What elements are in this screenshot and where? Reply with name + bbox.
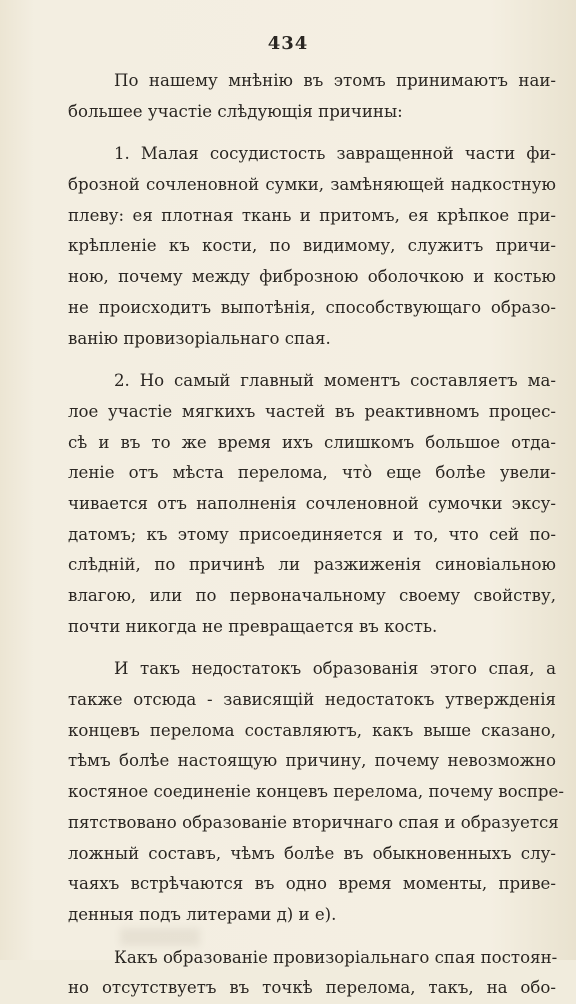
bleed-through-shadow (120, 928, 200, 946)
paragraph-4 (68, 654, 564, 930)
text-line: леніе отъ мѣста перелома, что̀ еще болѣе увели- (68, 463, 556, 483)
body-text (68, 66, 564, 1004)
text-line: По нашему мнѣнію въ этомъ принимаютъ наи- (114, 71, 556, 90)
text-line: концевъ перелома составляютъ, какъ выше сказано, (68, 720, 556, 740)
text-line: датомъ; къ этому присоединяется и то, что сей по- (68, 524, 556, 544)
text-line: ванію провизоріальнаго спая. (68, 328, 331, 348)
text-line: Какъ образованіе провизоріальнаго спая постоян- (114, 947, 558, 967)
text-line: лое участіе мягкихъ частей въ реактивномъ процес- (68, 401, 556, 421)
text-line: денныя подъ литерами д) и е). (68, 904, 337, 924)
paragraph-1 (68, 66, 556, 127)
text-line: почти никогда не превращается въ кость. (68, 616, 438, 636)
text-line: 1. Малая сосудистость завращенной части фи- (114, 144, 556, 164)
text-line: плеву: ея плотная ткань и притомъ, ея крѣпкое при- (68, 205, 556, 225)
text-line: чаяхъ встрѣчаются въ одно время моменты, приве- (68, 874, 556, 894)
paragraph-5 (68, 943, 556, 1004)
text-line: И такъ недостатокъ образованія этого спая, а (114, 659, 556, 679)
text-line: чивается отъ наполненія сочленовной сумочки эксу- (68, 493, 556, 513)
text-line: влагою, или по первоначальному своему свойству, (68, 586, 556, 605)
paragraph-2 (68, 139, 556, 354)
text-line: большее участіе слѣдующія причины: (68, 101, 403, 121)
text-line: брозной сочленовной сумки, замѣняющей надкостную (68, 175, 556, 195)
text-line: не происходитъ выпотѣнія, способствующаго образо- (68, 297, 556, 317)
text-line: крѣпленіе къ кости, по видимому, служитъ причи- (68, 236, 556, 256)
text-line: 2. Но самый главный моментъ составляетъ ма- (114, 371, 556, 391)
text-line: ложный составъ, чѣмъ болѣе въ обыкновенныхъ слу- (68, 843, 556, 863)
text-line: пятствовано образованіе вторичнаго спая и образуется (68, 812, 559, 832)
text-line: сѣ и въ то же время ихъ слишкомъ большое отда- (68, 432, 556, 452)
text-line: также отсюда - зависящій недостатокъ утвержденія (68, 690, 556, 710)
text-line: тѣмъ болѣе настоящую причину, почему невозможно (68, 751, 556, 771)
text-line: но отсутствуетъ въ точкѣ перелома, такъ, на обо- (68, 978, 556, 998)
text-line: костяное соединеніе концевъ перелома, почему воспре- (68, 782, 564, 802)
paragraph-3 (68, 366, 556, 642)
text-line: ною, почему между фиброзною оболочкою и костью (68, 267, 556, 287)
text-line: слѣдній, по причинѣ ли разжиженія синовіальною (68, 555, 556, 575)
page-number: 434 (267, 33, 309, 54)
